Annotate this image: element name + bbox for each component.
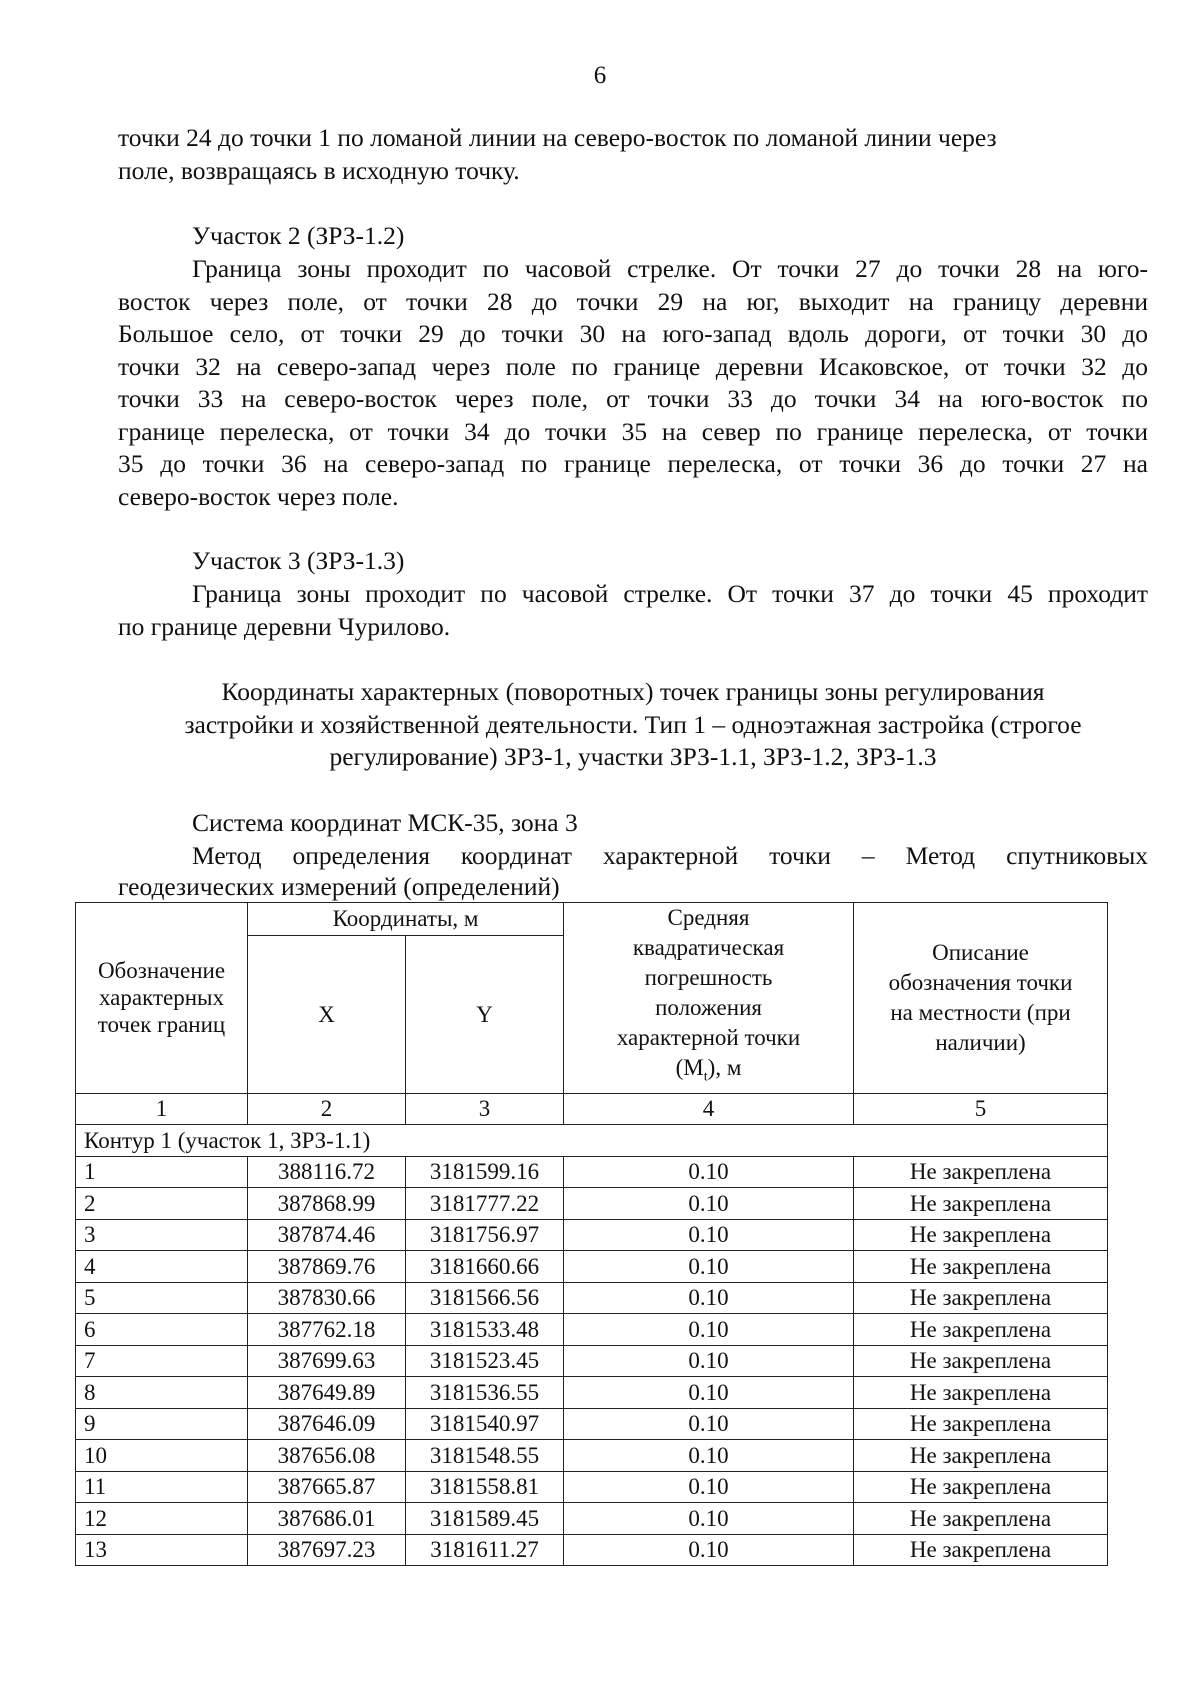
y-cell: 3181558.81 <box>406 1471 564 1503</box>
table-header-row <box>76 903 1108 936</box>
intro-paragraph <box>118 122 1148 187</box>
section2-title: Участок 2 (ЗРЗ-1.2) <box>192 221 405 250</box>
section2-line: 35 до точки 36 на северо-запад по границе перелеска, от точки 36 до точки 27 на <box>118 449 1148 478</box>
section3-line: Граница зоны проходит по часовой стрелке. От точки 37 до точки 45 проходит <box>192 579 1148 608</box>
point-id-cell: 4 <box>76 1251 248 1283</box>
error-cell: 0.10 <box>564 1534 854 1566</box>
point-id-cell: 7 <box>76 1345 248 1377</box>
y-cell: 3181540.97 <box>406 1408 564 1440</box>
table-row <box>76 1188 1108 1220</box>
table-row <box>76 1503 1108 1535</box>
section2-line: северо-восток через поле. <box>118 481 399 511</box>
description-cell: Не закреплена <box>854 1440 1108 1472</box>
y-cell: 3181523.45 <box>406 1345 564 1377</box>
x-cell: 387868.99 <box>248 1188 406 1220</box>
table-heading <box>118 676 1148 774</box>
x-cell: 387649.89 <box>248 1377 406 1409</box>
point-id-cell: 1 <box>76 1156 248 1188</box>
section2-line: Большое село, от точки 29 до точки 30 на юго-запад вдоль дороги, от точки 30 до <box>118 319 1148 348</box>
y-cell: 3181777.22 <box>406 1188 564 1220</box>
header-description: Описание обозначения точки на местности (при наличии) <box>854 903 1108 1094</box>
x-cell: 387697.23 <box>248 1534 406 1566</box>
method-line: Метод определения координат характерной точки – Метод спутниковых <box>192 841 1148 870</box>
column-number: 2 <box>248 1093 406 1125</box>
column-number: 3 <box>406 1093 564 1125</box>
section3-line: по границе деревни Чурилово. <box>118 611 451 641</box>
x-cell: 387656.08 <box>248 1440 406 1472</box>
section2-line: точки 33 на северо-восток через поле, от точки 33 до точки 34 на юго-восток по <box>118 384 1148 413</box>
coordinates-table <box>75 902 1108 1566</box>
table-row <box>76 1345 1108 1377</box>
table-row <box>76 1440 1108 1472</box>
column-number: 4 <box>564 1093 854 1125</box>
description-cell: Не закреплена <box>854 1282 1108 1314</box>
method-paragraph <box>118 840 1148 902</box>
section2-line: границе перелеска, от точки 34 до точки 35 на север по границе перелеска, от точки <box>118 416 1148 446</box>
y-cell: 3181599.16 <box>406 1156 564 1188</box>
table-row <box>76 1282 1108 1314</box>
error-cell: 0.10 <box>564 1503 854 1535</box>
y-cell: 3181611.27 <box>406 1534 564 1566</box>
method-line: геодезических измерений (определений) <box>118 872 560 901</box>
header-error: Средняя квадратическая погрешность положения характерной точки $(M_t)$, м <box>564 903 854 1094</box>
section2-paragraph <box>118 253 1148 513</box>
error-cell: 0.10 <box>564 1408 854 1440</box>
point-id-cell: 9 <box>76 1408 248 1440</box>
description-cell: Не закреплена <box>854 1251 1108 1283</box>
description-cell: Не закреплена <box>854 1345 1108 1377</box>
heading-line: регулирование) ЗРЗ-1, участки ЗРЗ-1.1, ЗРЗ-1.2, ЗРЗ-1.3 <box>329 742 937 771</box>
table-row <box>76 1156 1108 1188</box>
description-cell: Не закреплена <box>854 1503 1108 1535</box>
y-cell: 3181536.55 <box>406 1377 564 1409</box>
table-row <box>76 1314 1108 1346</box>
contour-row <box>76 1125 1108 1157</box>
error-cell: 0.10 <box>564 1156 854 1188</box>
header-coords-group: Координаты, м <box>248 903 564 936</box>
table-row <box>76 1408 1108 1440</box>
y-cell: 3181660.66 <box>406 1251 564 1283</box>
column-number-row <box>76 1093 1108 1125</box>
page-number: 6 <box>593 62 607 89</box>
table-row <box>76 1471 1108 1503</box>
y-cell: 3181533.48 <box>406 1314 564 1346</box>
point-id-cell: 10 <box>76 1440 248 1472</box>
section3-title: Участок 3 (ЗРЗ-1.3) <box>192 546 405 575</box>
table-row <box>76 1534 1108 1566</box>
error-cell: 0.10 <box>564 1282 854 1314</box>
error-cell: 0.10 <box>564 1471 854 1503</box>
table-row <box>76 1219 1108 1251</box>
table-row <box>76 1377 1108 1409</box>
intro-line: точки 24 до точки 1 по ломаной линии на северо-восток по ломаной линии через <box>118 123 997 152</box>
description-cell: Не закреплена <box>854 1156 1108 1188</box>
heading-line: застройки и хозяйственной деятельности. Тип 1 – одноэтажная застройка (строгое <box>184 709 1082 739</box>
description-cell: Не закреплена <box>854 1408 1108 1440</box>
x-cell: 387646.09 <box>248 1408 406 1440</box>
column-number: 5 <box>854 1093 1108 1125</box>
description-cell: Не закреплена <box>854 1219 1108 1251</box>
y-cell: 3181548.55 <box>406 1440 564 1472</box>
header-designation: Обозначение характерных точек границ <box>76 903 248 1094</box>
section3-paragraph <box>118 578 1148 643</box>
error-cell: 0.10 <box>564 1219 854 1251</box>
y-cell: 3181756.97 <box>406 1219 564 1251</box>
x-cell: 387699.63 <box>248 1345 406 1377</box>
heading-line: Координаты характерных (поворотных) точек границы зоны регулирования <box>221 677 1045 706</box>
point-id-cell: 13 <box>76 1534 248 1566</box>
x-cell: 388116.72 <box>248 1156 406 1188</box>
point-id-cell: 8 <box>76 1377 248 1409</box>
x-cell: 387686.01 <box>248 1503 406 1535</box>
description-cell: Не закреплена <box>854 1534 1108 1566</box>
error-cell: 0.10 <box>564 1345 854 1377</box>
description-cell: Не закреплена <box>854 1377 1108 1409</box>
section2-line: Граница зоны проходит по часовой стрелке. От точки 27 до точки 28 на юго- <box>192 254 1148 283</box>
description-cell: Не закреплена <box>854 1188 1108 1220</box>
point-id-cell: 6 <box>76 1314 248 1346</box>
section2-line: точки 32 на северо-запад через поле по границе деревни Исаковское, от точки 32 до <box>118 351 1148 381</box>
error-cell: 0.10 <box>564 1188 854 1220</box>
table-body <box>76 1156 1108 1566</box>
x-cell: 387869.76 <box>248 1251 406 1283</box>
point-id-cell: 2 <box>76 1188 248 1220</box>
contour-label: Контур 1 (участок 1, ЗРЗ-1.1) <box>76 1125 1108 1157</box>
x-cell: 387830.66 <box>248 1282 406 1314</box>
point-id-cell: 3 <box>76 1219 248 1251</box>
header-y: Y <box>406 935 564 1093</box>
header-x: X <box>248 935 406 1093</box>
error-cell: 0.10 <box>564 1377 854 1409</box>
y-cell: 3181589.45 <box>406 1503 564 1535</box>
header-error-unit: $(M_t)$, м <box>675 1055 742 1085</box>
intro-line: поле, возвращаясь в исходную точку. <box>118 155 520 185</box>
description-cell: Не закреплена <box>854 1471 1108 1503</box>
column-number: 1 <box>76 1093 248 1125</box>
point-id-cell: 5 <box>76 1282 248 1314</box>
coord-system: Система координат МСК-35, зона 3 <box>192 808 578 837</box>
table-row <box>76 1251 1108 1283</box>
section2-line: восток через поле, от точки 28 до точки 29 на юг, выходит на границу деревни <box>118 286 1148 316</box>
y-cell: 3181566.56 <box>406 1282 564 1314</box>
error-cell: 0.10 <box>564 1314 854 1346</box>
point-id-cell: 12 <box>76 1503 248 1535</box>
x-cell: 387665.87 <box>248 1471 406 1503</box>
description-cell: Не закреплена <box>854 1314 1108 1346</box>
x-cell: 387762.18 <box>248 1314 406 1346</box>
x-cell: 387874.46 <box>248 1219 406 1251</box>
error-cell: 0.10 <box>564 1440 854 1472</box>
error-cell: 0.10 <box>564 1251 854 1283</box>
point-id-cell: 11 <box>76 1471 248 1503</box>
